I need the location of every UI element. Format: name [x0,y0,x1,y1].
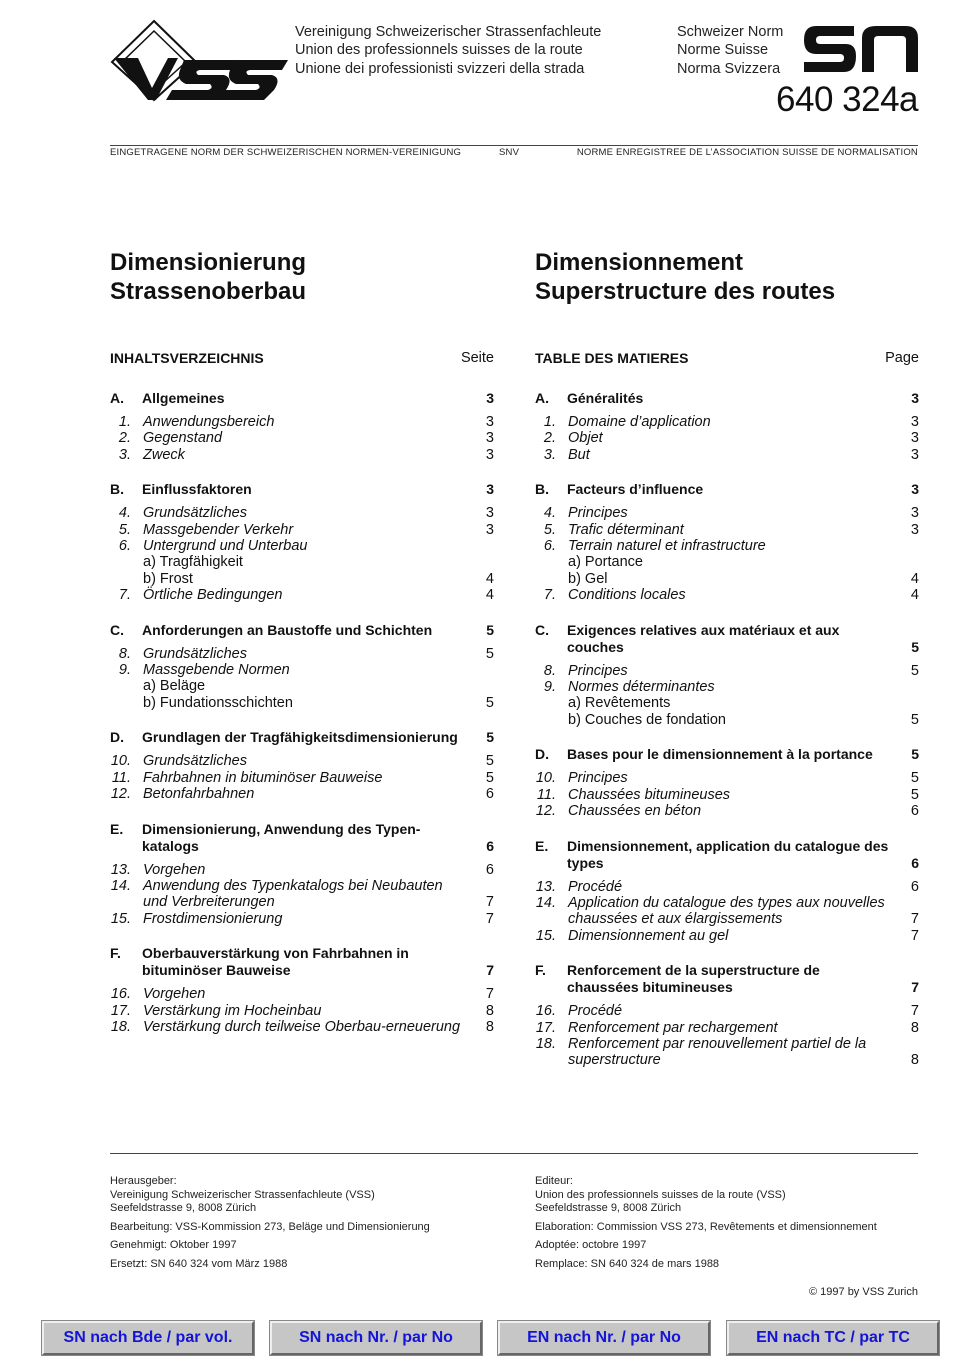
toc-item [535,430,919,446]
item-page: 4 [485,587,494,604]
toc-item [110,430,494,446]
publisher-address-de: Seefeldstrasse 9, 8008 Zürich [110,1202,257,1215]
item-number: 12. [535,803,556,820]
item-title: Massgebender Verkehr [143,521,294,538]
item-title: Zweck [143,446,185,463]
subitem-page: 4 [485,570,494,587]
toc-item [535,1020,919,1036]
editing-fr: Elaboration: Commission VSS 273, Revêtements et dimensionnement [535,1220,877,1233]
section-title: Généralités [567,390,644,406]
item-number: 17. [110,1002,131,1019]
item-page: 5 [910,786,919,803]
item-number: 1. [543,414,556,430]
subitem-title: b) Fundationsschichten [143,694,293,711]
item-page: 7 [910,927,919,944]
subitem-page: 4 [910,570,919,587]
registration-snv: SNV [499,147,520,158]
nav-en-by-tc-button[interactable]: EN nach TC / par TC [727,1321,939,1355]
org-name-it: Unione dei professionisti svizzeri della strada [295,60,585,77]
toc-section [535,962,919,1069]
section-title: Dimensionnement, application du catalogue des types [567,837,889,871]
section-letter: A. [110,390,124,406]
item-title: Verstärkung durch teilweise Oberbau-erneuerung [143,1018,461,1035]
registration-fr: NORME ENREGISTREE DE L’ASSOCIATION SUISSE DE NORMALISATION [576,147,918,158]
item-number: 2. [118,430,131,447]
title-de [110,248,306,306]
publisher-name-de: Vereinigung Schweizerischer Strassenfachleute (VSS) [110,1188,375,1201]
section-letter: F. [110,945,121,962]
section-page: 5 [911,746,919,763]
section-letter: E. [535,837,549,854]
section-title: Bases pour le dimensionnement à la portance [567,746,873,763]
toc-section [110,945,494,1035]
section-letter: D. [110,729,124,746]
publisher-block-de [110,1175,494,1216]
item-number: 13. [110,861,131,878]
item-number: 12. [110,786,131,803]
item-page: 7 [910,1003,919,1020]
toc-item [535,803,919,819]
title-fr-line2: Superstructure des routes [535,278,836,305]
toc-item [110,505,494,521]
item-page: 3 [910,521,919,538]
publisher-label-de: Herausgeber: [110,1175,177,1187]
item-number: 5. [543,521,556,538]
item-page: 3 [485,521,494,538]
item-title: Grundsätzliches [143,645,247,662]
section-title: Allgemeines [142,390,225,406]
toc-section-heading [110,945,494,979]
item-page: 8 [910,1019,919,1036]
toc-section [110,481,494,603]
toc-header-fr [535,350,919,372]
toc-heading-de: INHALTSVERZEICHNIS [110,350,264,366]
editing-de: Bearbeitung: VSS-Kommission 273, Beläge und Dimensionierung [110,1220,430,1233]
toc-item [110,1019,494,1035]
item-number: 16. [110,986,131,1003]
toc-item [535,522,919,538]
toc-item [535,587,919,603]
item-number: 10. [110,753,131,770]
toc-section [535,481,919,603]
item-number: 9. [118,662,131,679]
item-title: Frostdimensionierung [143,910,283,927]
toc-fr [535,350,919,1069]
toc-section-heading [110,821,494,855]
section-letter: B. [110,481,124,498]
section-page: 3 [486,481,494,498]
section-letter: E. [110,820,124,837]
subitem-page: 5 [485,694,494,711]
item-title: Objet [568,430,603,447]
item-title: Principes [568,662,628,679]
publisher-block-fr [535,1175,919,1216]
section-page: 6 [911,854,919,871]
item-title: Dimensionnement au gel [568,927,729,944]
item-title: Application du catalogue des types aux nouvelles chaussées et aux élargissements [568,894,885,928]
section-title: Renforcement de la superstructure de chaussées bitumineuses [567,962,820,996]
toc-section-heading [110,481,494,498]
toc-body-de [110,390,494,1035]
toc-de [110,350,494,1035]
title-de-line1: Dimensionierung [110,249,307,276]
item-title: Chaussées bitumineuses [568,786,731,803]
item-page: 8 [485,1018,494,1035]
toc-item [110,662,494,678]
norm-number: 640 324a [776,80,918,119]
toc-item [110,447,494,463]
toc-body-fr [535,390,919,1069]
toc-section-heading [535,746,919,763]
item-title: Principes [568,770,628,787]
toc-item [110,538,494,554]
section-page: 5 [911,638,919,655]
subitem-title: a) Beläge [143,678,206,695]
toc-subitem [110,678,494,694]
toc-section [110,729,494,802]
item-number: 14. [110,877,131,894]
item-page: 3 [485,430,494,447]
item-title: Conditions locales [568,587,686,604]
toc-heading-fr: TABLE DES MATIERES [535,350,689,366]
section-title: Einflussfaktoren [142,481,252,498]
toc-subitem [535,554,919,570]
toc-section-heading [535,962,919,996]
item-page: 4 [910,587,919,604]
item-title: Renforcement par rechargement [568,1019,778,1036]
subitem-title: a) Revêtements [568,695,671,712]
item-title: Örtliche Bedingungen [143,587,283,604]
toc-item [535,928,919,944]
toc-item [110,770,494,786]
toc-subitem [110,571,494,587]
item-title: Grundsätzliches [143,753,247,770]
toc-section-heading [110,622,494,639]
item-title: Fahrbahnen in bituminöser Bauweise [143,769,383,786]
toc-section-heading [110,390,494,407]
section-page: 3 [486,390,494,406]
toc-item [110,587,494,603]
subitem-title: a) Tragfähigkeit [143,554,243,571]
section-page: 6 [486,837,494,854]
toc-item [535,895,919,928]
norm-label-it: Norma Svizzera [677,60,781,77]
section-title: Anforderungen an Baustoffe und Schichten [142,621,433,638]
item-page: 7 [910,911,919,928]
toc-item [535,1003,919,1019]
item-title: Vorgehen [143,986,206,1003]
toc-item [110,986,494,1002]
toc-subitem [535,695,919,711]
section-page: 3 [911,481,919,498]
section-letter: D. [535,746,549,763]
section-letter: F. [535,962,546,979]
item-number: 18. [110,1018,131,1035]
section-page: 3 [911,390,919,406]
item-number: 15. [110,910,131,927]
item-title: Procédé [568,878,623,895]
toc-subitem [110,554,494,570]
item-title: Terrain naturel et infrastructure [568,538,766,555]
item-number: 11. [111,769,131,786]
norm-labels [677,23,783,78]
page-heading-fr: Page [885,350,919,366]
item-title: Vorgehen [143,861,206,878]
org-name-fr: Union des professionnels suisses de la route [295,42,583,59]
item-page: 6 [910,803,919,820]
item-number: 11. [536,786,556,803]
toc-item [535,505,919,521]
item-title: Grundsätzliches [143,505,247,522]
item-page: 3 [910,414,919,430]
toc-item [110,646,494,662]
toc-subitem [535,712,919,728]
toc-section [110,622,494,712]
section-letter: C. [110,621,124,638]
publisher-label-fr: Editeur: [535,1175,573,1187]
item-page: 6 [485,861,494,878]
item-number: 15. [535,927,556,944]
item-title: Domaine d’application [568,414,711,430]
footer-de [110,1175,494,1277]
item-title: Renforcement par renouvellement partiel de la superstructure [568,1035,867,1069]
item-page: 5 [910,770,919,787]
item-title: Trafic déterminant [568,521,684,538]
nav-sn-by-volume-button[interactable]: SN nach Bde / par vol. [42,1321,254,1355]
item-number: 9. [543,679,556,696]
item-title: Procédé [568,1003,623,1020]
item-page: 5 [910,662,919,679]
item-number: 6. [118,538,131,555]
subitem-title: a) Portance [568,554,643,571]
item-number: 7. [118,587,131,604]
subitem-title: b) Frost [143,570,193,587]
toc-item [110,414,494,430]
item-title: Anwendungsbereich [143,414,275,430]
copyright: © 1997 by VSS Zurich [809,1286,918,1298]
item-number: 1. [118,414,131,430]
item-number: 5. [118,521,131,538]
item-page: 5 [485,753,494,770]
title-de-line2: Strassenoberbau [110,278,307,305]
subitem-page: 5 [910,711,919,728]
toc-section-heading [535,390,919,407]
section-page: 7 [911,979,919,996]
item-number: 17. [535,1019,556,1036]
approved-fr: Adoptée: octobre 1997 [535,1239,647,1252]
subitem-title: b) Couches de fondation [568,711,726,728]
publisher-address-fr: Seefeldstrasse 9, 8008 Zürich [535,1202,682,1215]
item-number: 4. [118,505,131,522]
item-page: 8 [910,1052,919,1069]
item-number: 10. [535,770,556,787]
page-heading-de: Seite [460,350,494,366]
toc-section-heading [110,729,494,746]
toc-item [535,1036,919,1069]
toc-section [110,390,494,463]
toc-section [535,838,919,945]
item-number: 2. [543,430,556,447]
toc-subitem [110,695,494,711]
item-title: Anwendung des Typenkatalogs bei Neubauten und Verbreiterungen [143,877,443,911]
item-page: 3 [910,446,919,463]
section-title: Oberbauverstärkung von Fahrbahnen in bituminöser Bauweise [142,945,409,979]
item-page: 6 [910,878,919,895]
item-number: 3. [118,446,131,463]
subitem-title: b) Gel [568,570,608,587]
footer-divider [110,1153,918,1154]
item-page: 3 [910,505,919,522]
vss-logo-icon [108,18,290,102]
item-page: 5 [485,769,494,786]
toc-item [110,911,494,927]
header-divider [110,145,918,146]
item-page: 8 [485,1002,494,1019]
toc-item [535,787,919,803]
item-number: 4. [543,505,556,522]
item-number: 8. [118,645,131,662]
norm-label-de: Schweizer Norm [677,24,784,40]
toc-item [535,447,919,463]
section-title: Exigences relatives aux matériaux et aux couches [567,621,840,655]
title-fr-line1: Dimensionnement [535,249,744,276]
item-number: 16. [535,1003,556,1020]
section-letter: A. [535,390,549,406]
item-number: 3. [543,446,556,463]
toc-item [535,770,919,786]
item-number: 18. [535,1035,556,1052]
item-page: 7 [485,894,494,911]
toc-section [535,390,919,463]
registration-de: EINGETRAGENE NORM DER SCHWEIZERISCHEN NORMEN-VEREINIGUNG [110,147,462,158]
section-page: 5 [486,729,494,746]
item-number: 13. [535,878,556,895]
replaces-de: Ersetzt: SN 640 324 vom März 1988 [110,1257,288,1270]
item-title: But [568,446,590,463]
toc-item [535,663,919,679]
item-title: Verstärkung im Hocheinbau [143,1002,322,1019]
item-page: 5 [485,645,494,662]
item-number: 8. [543,662,556,679]
section-letter: B. [535,481,549,498]
toc-item [535,538,919,554]
replaces-fr: Remplace: SN 640 324 de mars 1988 [535,1257,720,1270]
toc-header-de [110,350,494,372]
publisher-name-fr: Union des professionnels suisses de la route (VSS) [535,1188,786,1201]
toc-section [535,746,919,819]
toc-item [110,786,494,802]
approved-de: Genehmigt: Oktober 1997 [110,1239,237,1252]
toc-item [110,878,494,911]
item-title: Untergrund und Unterbau [143,538,308,555]
organization-names [295,23,601,78]
section-title: Dimensionierung, Anwendung des Typen-katalogs [142,820,421,854]
toc-item [535,414,919,430]
toc-section [535,622,919,729]
item-title: Gegenstand [143,430,223,447]
item-title: Principes [568,505,628,522]
toc-item [535,679,919,695]
item-page: 7 [485,910,494,927]
item-number: 14. [535,894,556,911]
section-letter: C. [535,621,549,638]
toc-item [535,879,919,895]
item-title: Normes déterminantes [568,679,715,696]
item-number: 7. [543,587,556,604]
nav-en-by-number-button[interactable]: EN nach Nr. / par No [498,1321,710,1355]
toc-section-heading [535,481,919,498]
item-page: 3 [485,414,494,430]
item-title: Chaussées en béton [568,803,702,820]
item-page: 3 [485,505,494,522]
toc-section [110,821,494,928]
item-page: 3 [910,430,919,447]
item-page: 6 [485,786,494,803]
toc-section-heading [535,838,919,872]
toc-section-heading [535,622,919,656]
title-fr [535,248,835,306]
section-page: 5 [486,621,494,638]
sn-logo-icon [802,22,920,76]
item-title: Massgebende Normen [143,662,290,679]
section-title: Grundlagen der Tragfähigkeitsdimensionierung [142,729,458,746]
norm-label-fr: Norme Suisse [677,42,769,59]
item-page: 3 [485,446,494,463]
toc-item [110,522,494,538]
toc-subitem [535,571,919,587]
org-name-de: Vereinigung Schweizerischer Strassenfachleute [295,24,602,40]
footer-fr [535,1175,919,1277]
section-page: 7 [486,962,494,979]
toc-item [110,862,494,878]
nav-sn-by-number-button[interactable]: SN nach Nr. / par No [270,1321,482,1355]
item-number: 6. [543,538,556,555]
toc-item [110,753,494,769]
item-title: Betonfahrbahnen [143,786,255,803]
toc-item [110,1003,494,1019]
item-page: 7 [485,986,494,1003]
section-title: Facteurs d’influence [567,481,704,498]
